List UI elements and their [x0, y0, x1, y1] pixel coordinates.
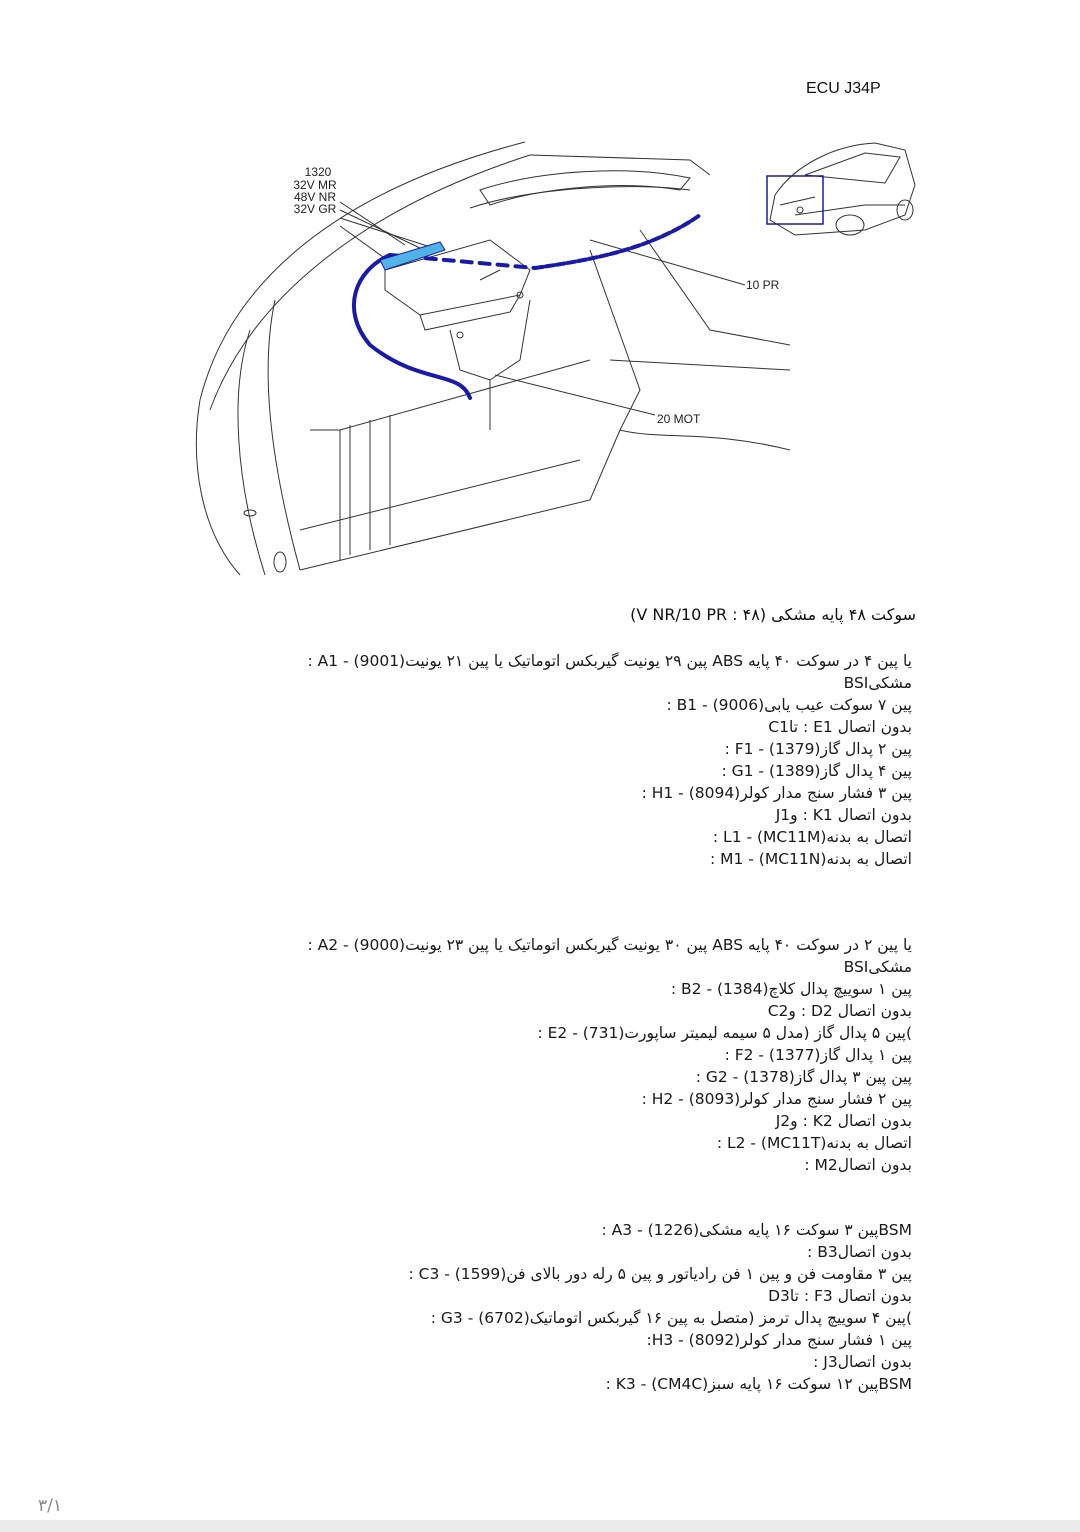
pin-line: C2و : D2 بدون اتصال	[767, 1002, 912, 1020]
pin-line: : C3 - (1599)پین ۳ مقاومت فن و پین ۱ فن رادیاتور و پین ۵ رله دور بالای فن	[408, 1265, 912, 1283]
label-20-mot: 20 MOT	[657, 412, 701, 426]
pin-line: مشکیBSI	[843, 958, 912, 976]
pin-line: : G2 - (1378)پین پین ۳ پدال گاز	[695, 1068, 912, 1086]
pin-line: : B3بدون اتصال	[807, 1243, 912, 1261]
label-1320: 1320	[304, 165, 332, 179]
pin-line: D3تا : F3 بدون اتصال	[768, 1287, 912, 1305]
pin-section-1	[212, 650, 912, 870]
pin-line: J1و : K1 بدون اتصال	[775, 806, 912, 824]
pin-line: : K3 - (CM4C)پین ۱۲ سوکت ۱۶ پایه سبزBSM	[605, 1375, 912, 1393]
document-title: ECU J34P	[806, 80, 881, 97]
pin-line: C1تا : E1 بدون اتصال	[768, 718, 912, 736]
pin-line: : E2 - (731)پین ۵ پدال گاز (مدل ۵ سیمه لیمیتر ساپورت(	[537, 1024, 912, 1042]
label-32v-gr: 32V GR	[293, 202, 337, 216]
label-10-pr: 10 PR	[746, 278, 780, 292]
pin-line: : B1 - (9006)پین ۷ سوکت عیب یابی	[666, 696, 912, 714]
pin-line: : M1 - (MC11N)اتصال به بدنه	[709, 850, 912, 868]
car-locator-thumbnail	[755, 135, 920, 250]
pin-line: :H3 - (8092)پین ۱ فشار سنج مدار کولر	[646, 1331, 912, 1349]
label-48v-nr: 48V NR	[293, 190, 337, 204]
engine-bay-diagram	[190, 130, 790, 580]
pin-line: J2و : K2 بدون اتصال	[775, 1112, 912, 1130]
highlight-box	[767, 176, 823, 224]
pin-line: : M2بدون اتصال	[804, 1156, 912, 1174]
pin-line: : H2 - (8093)پین ۲ فشار سنج مدار کولر	[641, 1090, 912, 1108]
pin-line: : G3 - (6702)پین ۴ سوییچ پدال ترمز (متصل به پین ۱۶ گیربکس اتوماتیک(	[430, 1309, 912, 1327]
engine-bay-drawing	[190, 130, 790, 580]
pin-line: : A3 - (1226)پین ۳ سوکت ۱۶ پایه مشکیBSM	[601, 1221, 912, 1239]
pin-line: : F2 - (1377)پین ۱ پدال گاز	[724, 1046, 912, 1064]
pin-line: : G1 - (1389)پین ۴ پدال گاز	[721, 762, 912, 780]
pin-line: : L1 - (MC11M)اتصال به بدنه	[712, 828, 912, 846]
socket-title: سوکت ۴۸ پایه مشکی (۴۸ : V NR/10 PR)	[630, 605, 916, 624]
pin-section-3	[212, 1219, 912, 1395]
pin-line: : J3بدون اتصال	[813, 1353, 912, 1371]
pin-line: : A2 - (9000)پین ۳۰ یونیت گیربکس اتوماتیک یا پین ۲۳ یونیت ABS یا پین ۲ در سوکت ۴۰ پایه	[307, 936, 912, 954]
pin-line: : B2 - (1384)پین ۱ سوییچ پدال کلاچ	[670, 980, 912, 998]
pin-line: : L2 - (MC11T)اتصال به بدنه	[716, 1134, 912, 1152]
pin-line: : F1 - (1379)پین ۲ پدال گاز	[724, 740, 912, 758]
page-number: ۳/۱	[38, 1496, 62, 1516]
car-icon	[755, 135, 920, 250]
pin-line: مشکیBSI	[843, 674, 912, 692]
bottom-bar	[0, 1520, 1080, 1532]
pin-line: : H1 - (8094)پین ۳ فشار سنج مدار کولر	[641, 784, 912, 802]
pin-line: : A1 - (9001)پین ۲۹ یونیت گیربکس اتوماتیک یا پین ۲۱ یونیت ABS یا پین ۴ در سوکت ۴۰ پایه	[307, 652, 912, 670]
label-32v-mr: 32V MR	[293, 178, 337, 192]
pin-section-2	[212, 934, 912, 1176]
